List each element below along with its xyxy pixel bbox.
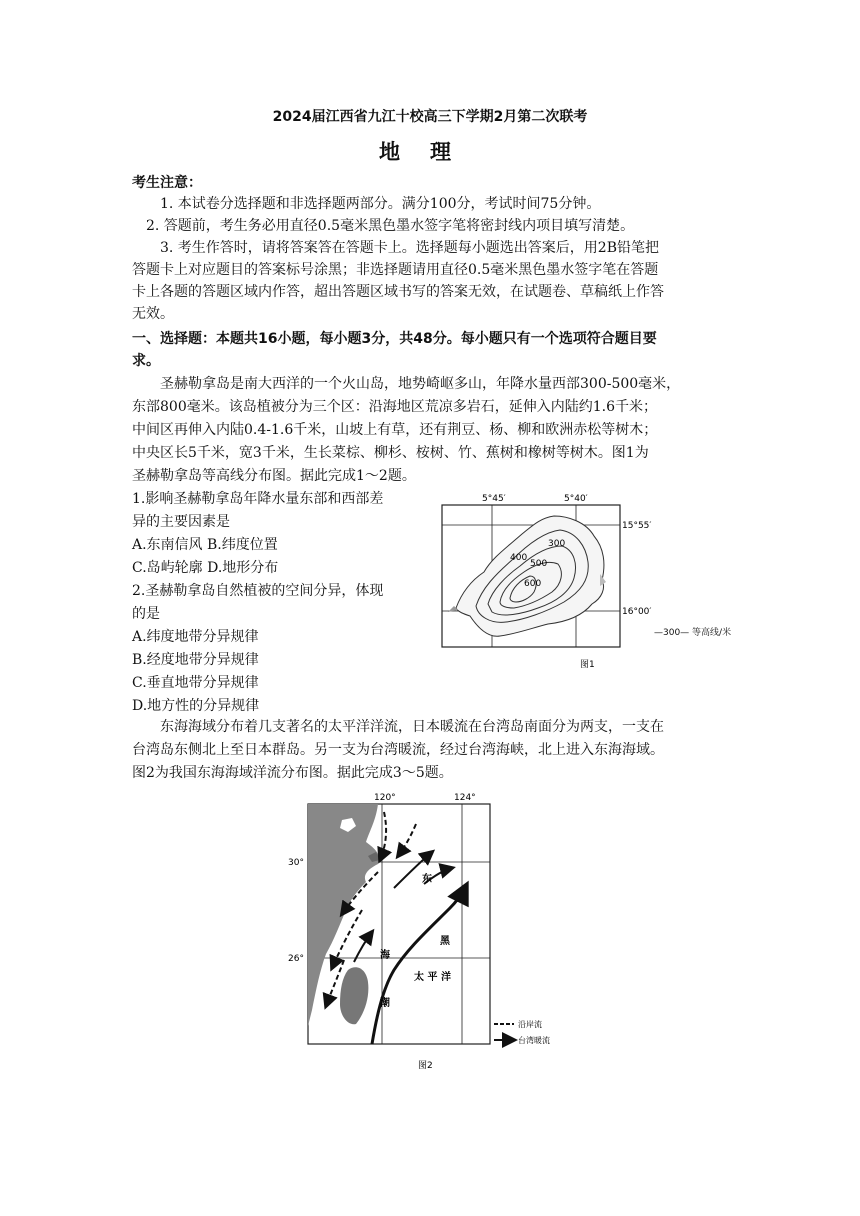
coastal-current-arrow <box>380 812 386 860</box>
section-heading-line-2: 求。 <box>132 353 160 369</box>
question-2-option-b: B.经度地带分异规律 <box>132 652 259 668</box>
figure-1-contour-map <box>436 488 664 670</box>
question-2-stem-line-1: 2.圣赫勒拿岛自然植被的空间分异，体现 <box>132 583 384 599</box>
passage-2-line-1: 东海海域分布着几支著名的太平洋洋流，日本暖流在台湾岛南面分为两支，一支在 <box>160 719 664 735</box>
contour-label-500: 500 <box>530 559 548 569</box>
notice-item-1: 1. 本试卷分选择题和非选择题两部分。满分100分，考试时间75分钟。 <box>160 196 601 212</box>
taiwan-island <box>340 967 368 1024</box>
notice-item-2: 2. 答题前，考生务必用直径0.5毫米黑色墨水签字笔将密封线内项目填写清楚。 <box>146 218 635 234</box>
latitude-label: 26° <box>288 954 304 964</box>
notice-item-3-line-1: 3. 考生作答时，请将答案答在答题卡上。选择题每小题选出答案后，用2B铅笔把 <box>160 240 660 256</box>
passage-1-line-4: 中央区长5千米，宽3千米，生长菜棕、柳杉、桉树、竹、蕉树和橡树等树木。图1为 <box>132 445 649 461</box>
latitude-label: 15°55′ <box>622 521 652 531</box>
question-1-stem-line-2: 异的主要因素是 <box>132 514 230 530</box>
figure-1-caption: 图1 <box>580 660 595 670</box>
question-1-options-line-2: C.岛屿轮廓 D.地形分布 <box>132 560 279 576</box>
contour-label-600: 600 <box>524 579 542 589</box>
figure-1-legend: —300— 等高线/米 <box>654 628 732 638</box>
latitude-label: 30° <box>288 858 304 868</box>
sea-label: 东 <box>422 874 432 885</box>
notice-item-3-line-3: 卡上各题的答题区域内作答，超出答题区域书写的答案无效，在试题卷、草稿纸上作答 <box>132 284 664 300</box>
latitude-label: 16°00′ <box>622 607 652 617</box>
legend-warm-label: 台湾暖流 <box>518 1036 550 1045</box>
longitude-label: 124° <box>454 793 476 803</box>
sea-label: 黑 <box>440 936 450 947</box>
subject-title: 地理 <box>379 140 481 164</box>
notice-item-3-line-2: 答题卡上对应题目的答案标号涂黑；非选择题请用直径0.5毫米黑色墨水签字笔在答题 <box>132 262 659 278</box>
passage-2-line-3: 图2为我国东海海域洋流分布图。据此完成3～5题。 <box>132 765 453 781</box>
contour-label-300: 300 <box>548 539 566 549</box>
passage-1-line-3: 中间区再伸入内陆0.4-1.6千米，山坡上有草，还有荆豆、杨、柳和欧洲赤松等树木； <box>132 422 658 438</box>
contour-label-400: 400 <box>510 553 528 563</box>
passage-2-line-2: 台湾岛东侧北上至日本群岛。另一支为台湾暖流，经过台湾海峡，北上进入东海海域。 <box>132 742 664 758</box>
coastal-current-arrow <box>398 824 416 856</box>
longitude-label: 5°40′ <box>564 494 588 504</box>
question-2-option-d: D.地方性的分异规律 <box>132 698 260 714</box>
question-1-options-line-1: A.东南信风 B.纬度位置 <box>132 537 278 553</box>
question-2-option-a: A.纬度地带分异规律 <box>132 629 259 645</box>
notice-heading: 考生注意： <box>132 175 202 191</box>
section-heading-line-1: 一、选择题：本题共16小题，每小题3分，共48分。每小题只有一个选项符合题目要 <box>132 331 657 347</box>
question-2-stem-line-2: 的是 <box>132 606 160 622</box>
passage-1-line-2: 东部800毫米。该岛植被分为三个区：沿海地区荒凉多岩石，延伸入内陆约1.6千米； <box>132 399 657 415</box>
figure-2-caption: 图2 <box>418 1061 433 1071</box>
figure-2-current-map <box>282 790 592 1080</box>
longitude-label: 120° <box>374 793 396 803</box>
legend-coastal-label: 沿岸流 <box>518 1020 542 1029</box>
pacific-label: 太 平 洋 <box>414 972 451 983</box>
question-1-stem-line-1: 1.影响圣赫勒拿岛年降水量东部和西部差 <box>132 491 384 507</box>
kuroshio-current-arrow <box>372 886 466 1044</box>
taiwan-warm-current-arrow <box>354 932 372 962</box>
question-2-option-c: C.垂直地带分异规律 <box>132 675 259 691</box>
longitude-label: 5°45′ <box>482 494 506 504</box>
sea-label: 海 <box>380 950 390 961</box>
passage-1-line-1: 圣赫勒拿岛是南大西洋的一个火山岛，地势崎岖多山，年降水量西部300-500毫米， <box>160 376 681 392</box>
exam-title: 2024届江西省九江十校高三下学期2月第二次联考 <box>272 109 588 125</box>
notice-item-3-line-4: 无效。 <box>132 306 174 322</box>
passage-1-line-5: 圣赫勒拿岛等高线分布图。据此完成1～2题。 <box>132 468 416 484</box>
sea-label: 潮 <box>380 998 390 1009</box>
